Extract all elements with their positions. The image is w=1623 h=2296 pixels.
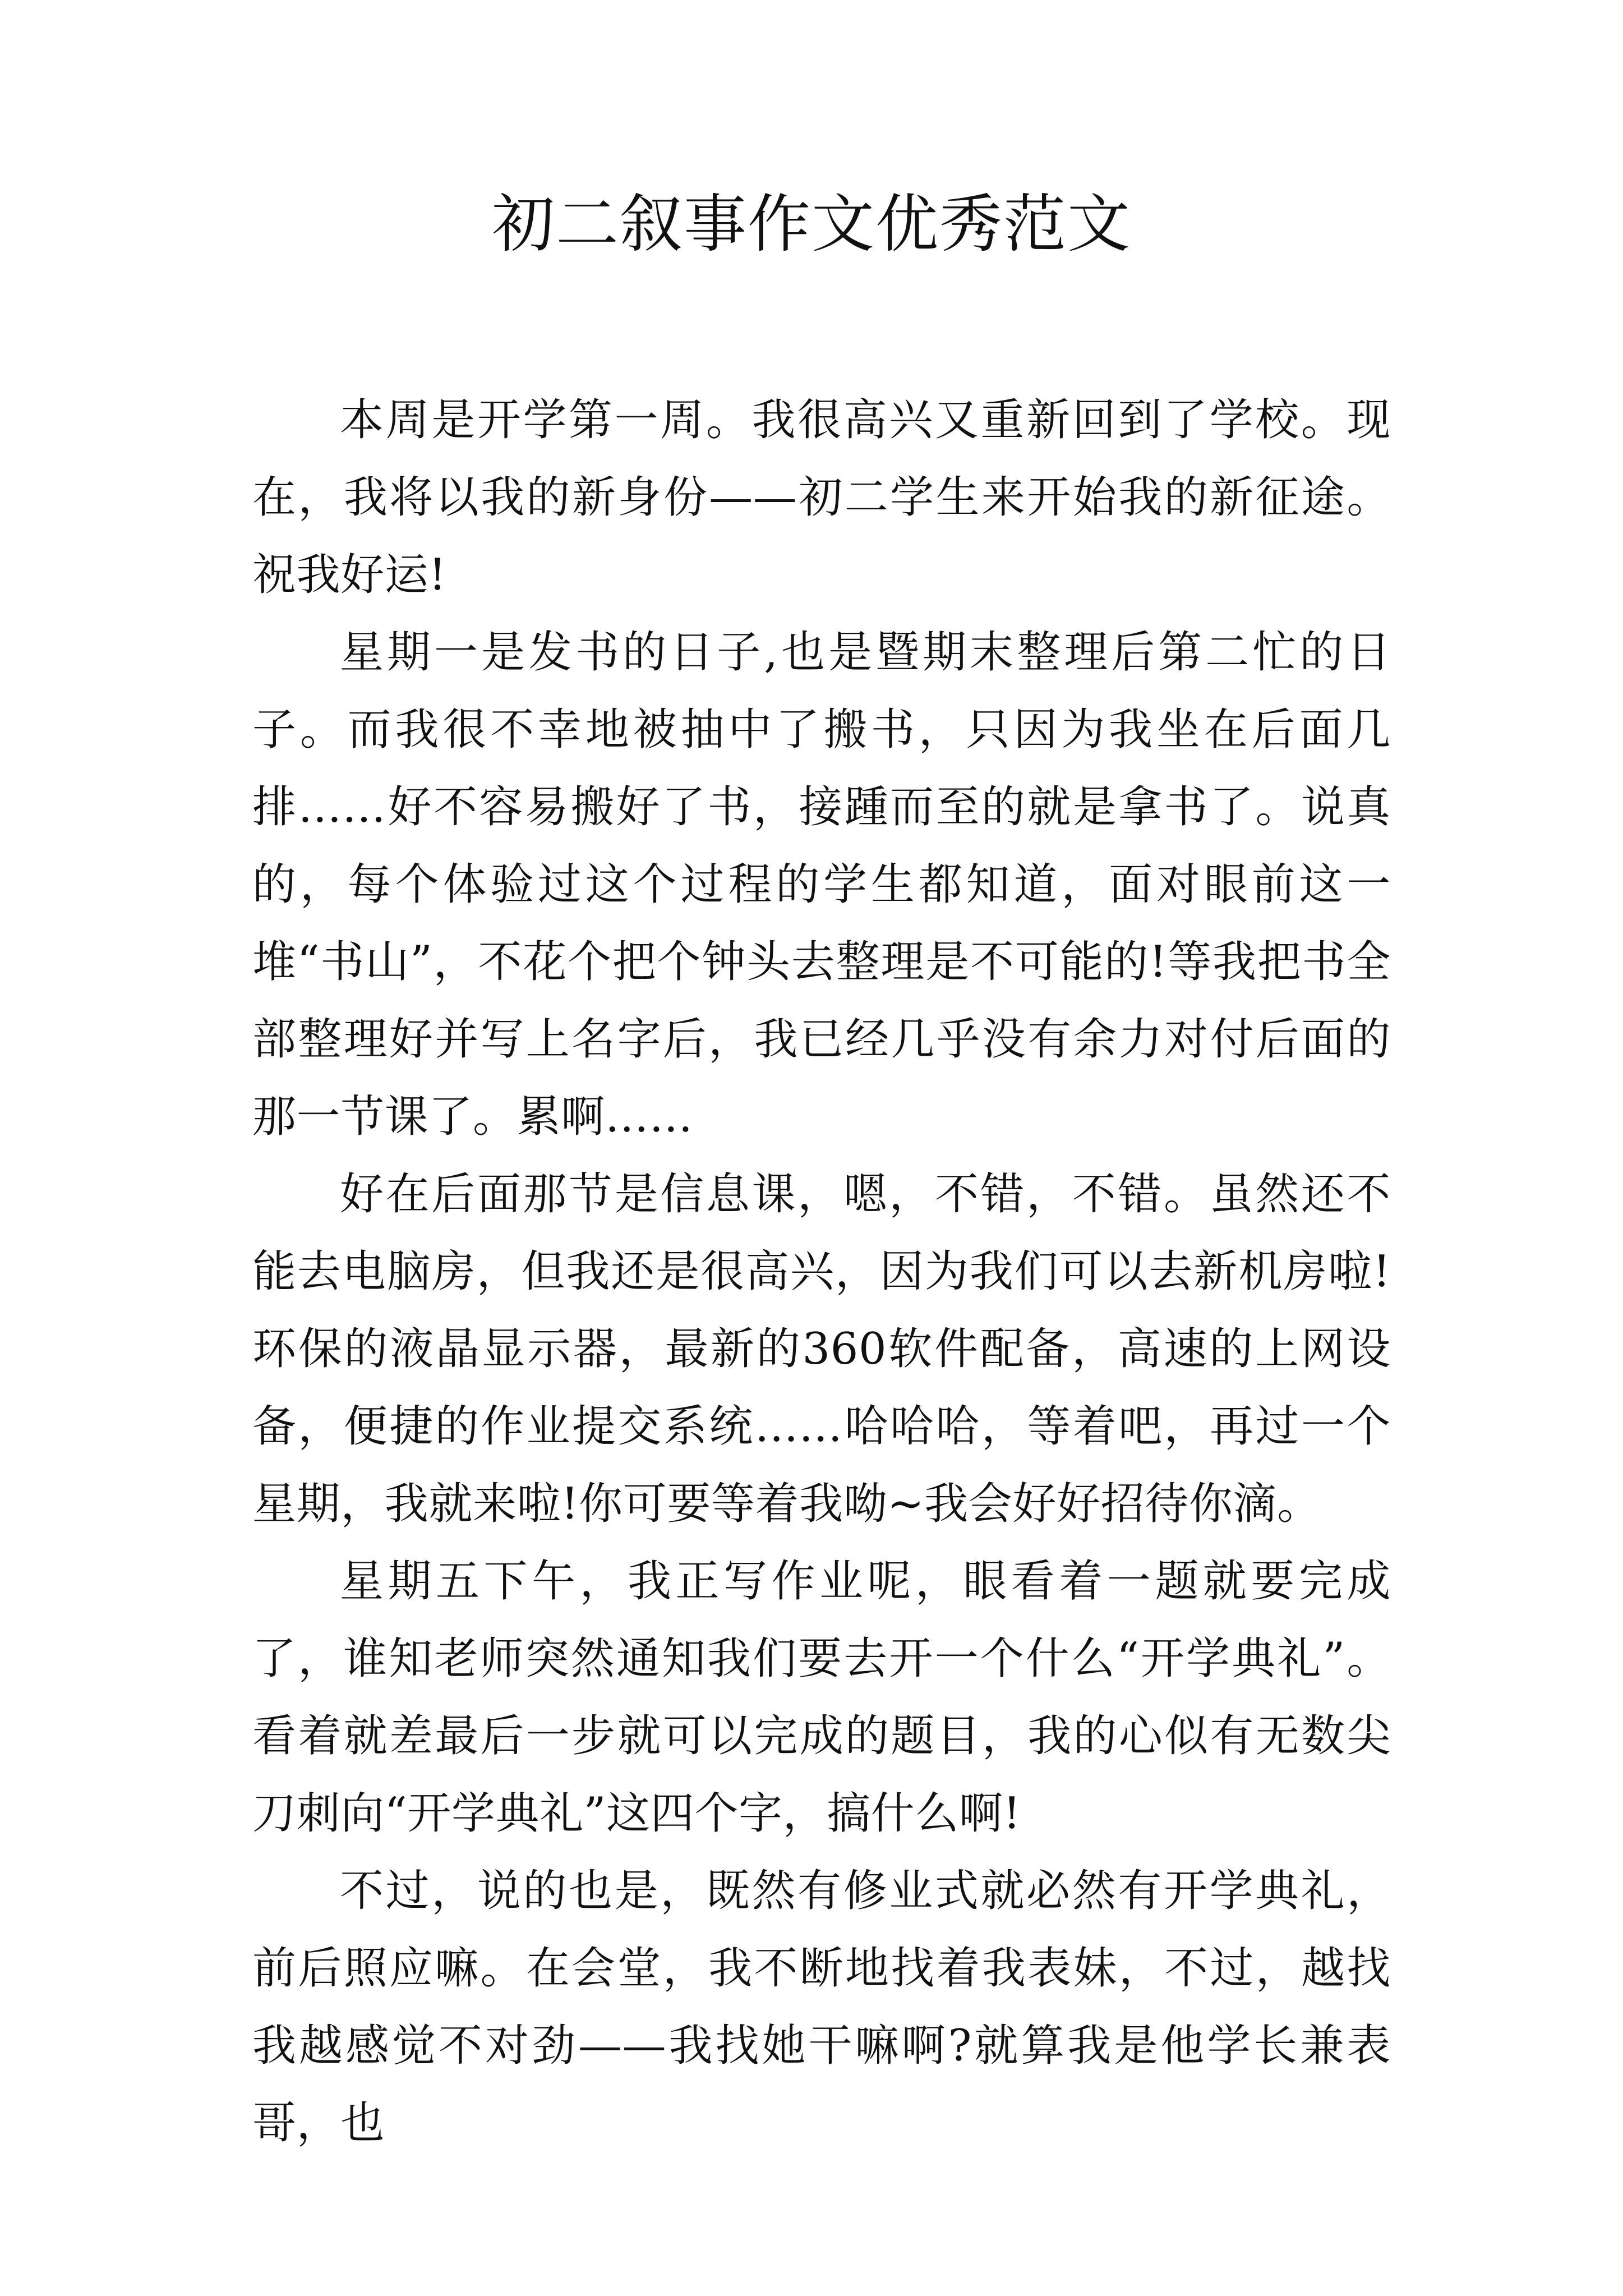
document-title: 初二叙事作文优秀范文 [492, 188, 1131, 261]
paragraph-2: 星期一是发书的日子,也是暨期末整理后第二忙的日子。而我很不幸地被抽中了搬书，只因为我坐在后面几排……好不容易搬好了书，接踵而至的就是拿书了。说真的，每个体验过这个过程的学生都知道，面对眼前这一堆“书山”，不花个把个钟头去整理是不可能的!等我把书全部整理好并写上名字后，我已经几乎没有余力对付后面的那一节课了。累啊…… [252, 627, 1391, 1142]
paragraph-1: 本周是开学第一周。我很高兴又重新回到了学校。现在，我将以我的新身份——初二学生来开始我的新征途。祝我好运! [252, 395, 1391, 600]
paragraph-5: 不过，说的也是，既然有修业式就必然有开学典礼，前后照应嘛。在会堂，我不断地找着我表妹，不过，越找我越感觉不对劲——我找她干嘛啊?就算我是他学长兼表哥，也 [252, 1866, 1391, 2148]
paragraph-4: 星期五下午，我正写作业呢，眼看着一题就要完成了，谁知老师突然通知我们要去开一个什么“开学典礼”。看着就差最后一步就可以完成的题目，我的心似有无数尖刀刺向“开学典礼”这四个字，搞什么啊! [252, 1556, 1391, 1839]
document-body [252, 381, 1391, 2162]
paragraph-3: 好在后面那节是信息课，嗯，不错，不错。虽然还不能去电脑房，但我还是很高兴，因为我们可以去新机房啦!环保的液晶显示器，最新的360软件配备，高速的上网设备，便捷的作业提交系统……哈哈哈，等着吧，再过一个星期，我就来啦!你可要等着我呦~我会好好招待你滴。 [252, 1169, 1391, 1529]
